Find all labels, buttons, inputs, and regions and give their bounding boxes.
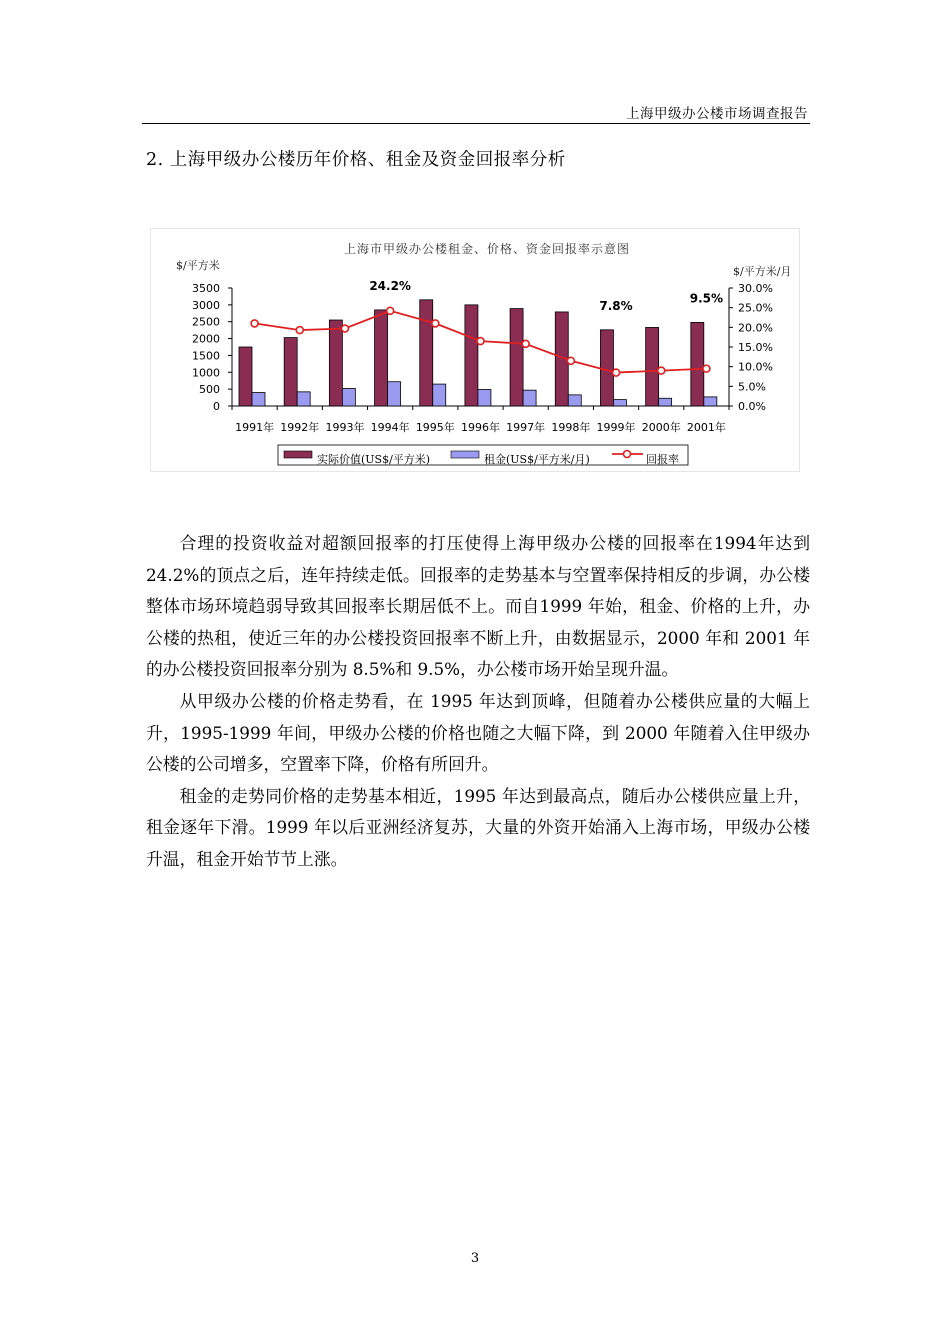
return-rate-point (658, 367, 665, 374)
x-category-label: 1995年 (415, 421, 455, 434)
paragraph-2: 从甲级办公楼的价格走势看，在 1995 年达到顶峰，但随着办公楼供应量的大幅上升，1995-1999 年间，甲级办公楼的价格也随之大幅下降，到 2000 年随着入住甲级办公楼的公司增多，空置率下降，价格有所回升。 (146, 690, 810, 775)
rent-bar (388, 382, 401, 406)
return-rate-point (567, 357, 574, 364)
page-number: 3 (470, 1251, 480, 1266)
return-rate-point (522, 340, 529, 347)
price-bar (239, 347, 252, 406)
legend-swatch-rent (451, 451, 479, 458)
left-axis-unit: $/平方米 (176, 259, 220, 272)
return-rate-point (387, 307, 394, 314)
x-category-label: 2001年 (686, 421, 726, 434)
data-annotation-label: 7.8% (599, 298, 633, 313)
left-tick-label: 500 (199, 383, 220, 397)
x-category-label: 1992年 (280, 421, 320, 434)
x-category-label: 1997年 (506, 421, 546, 434)
rent-bar (613, 400, 626, 406)
chart-container (150, 228, 800, 472)
legend-label-return: 回报率 (646, 453, 679, 466)
rent-bar (704, 397, 717, 406)
paragraph-3: 租金的走势同价格的走势基本相近，1995 年达到最高点，随后办公楼供应量上升，租金逐年下滑。1999 年以后亚洲经济复苏，大量的外资开始涌入上海市场，甲级办公楼升温，租金开始节节上涨。 (146, 785, 810, 869)
header-divider (142, 123, 810, 124)
x-category-label: 1996年 (461, 421, 500, 434)
right-tick-label: 25.0% (738, 301, 773, 315)
rent-bar (433, 384, 446, 406)
right-tick-label: 0.0% (738, 400, 766, 413)
right-axis-unit: $/平方米/月 (733, 265, 792, 278)
left-tick-label: 1000 (192, 366, 220, 380)
rent-bar (478, 389, 491, 406)
return-rate-point (703, 365, 710, 372)
running-header: 上海甲级办公楼市场调查报告 (626, 106, 808, 122)
legend-swatch-return-point (624, 451, 631, 458)
rent-bar (252, 393, 265, 406)
chart-svg (151, 229, 799, 471)
left-tick-label: 3500 (192, 282, 220, 295)
right-tick-label: 10.0% (738, 360, 773, 374)
right-tick-label: 15.0% (738, 341, 773, 354)
legend-label-rent: 租金(US$/平方米/月) (484, 453, 590, 466)
right-tick-label: 30.0% (738, 282, 773, 295)
price-bar (329, 320, 342, 406)
right-tick-label: 5.0% (738, 380, 766, 394)
return-rate-point (341, 325, 348, 332)
x-category-label: 1999年 (596, 421, 636, 434)
rent-bar (568, 395, 581, 406)
price-bar (465, 305, 478, 406)
return-rate-point (613, 369, 620, 376)
left-tick-label: 3000 (192, 298, 220, 312)
rent-bar (297, 392, 310, 406)
x-category-label: 1993年 (325, 421, 365, 434)
price-bar (510, 309, 523, 406)
left-tick-label: 0 (213, 400, 220, 413)
legend-swatch-price (284, 451, 312, 458)
left-tick-label: 1500 (192, 349, 220, 363)
rent-bar (523, 390, 536, 406)
return-rate-point (251, 320, 258, 327)
price-bar (600, 330, 613, 406)
data-annotation-label: 9.5% (689, 291, 724, 306)
rent-bar (342, 388, 355, 406)
body-text (146, 528, 810, 876)
x-category-label: 1991年 (235, 421, 275, 434)
data-annotation-label: 24.2% (369, 278, 411, 293)
return-rate-point (296, 327, 303, 334)
return-rate-point (432, 320, 439, 327)
x-category-label: 2000年 (641, 421, 681, 434)
chart-title: 上海市甲级办公楼租金、价格、资金回报率示意图 (343, 242, 631, 256)
price-bar (646, 327, 659, 406)
x-category-label: 1998年 (551, 421, 591, 434)
return-rate-point (477, 338, 484, 345)
left-tick-label: 2000 (192, 332, 220, 346)
price-bar (420, 300, 433, 406)
left-tick-label: 2500 (192, 315, 220, 329)
right-tick-label: 20.0% (738, 321, 773, 335)
price-bar (375, 310, 388, 406)
rent-bar (659, 398, 672, 406)
legend-label-price: 实际价值(US$/平方米) (317, 453, 431, 466)
price-bar (691, 322, 704, 406)
section-title: 2. 上海甲级办公楼历年价格、租金及资金回报率分析 (146, 150, 566, 170)
paragraph-1: 合理的投资收益对超额回报率的打压使得上海甲级办公楼的回报率在1994年达到 24.2%的顶点之后，连年持续走低。回报率的走势基本与空置率保持相反的步调，办公楼整体市场环境趋弱导致其回报率长期居低不上。而自1999 年始，租金、价格的上升，办公楼的热租，使近三年的办公楼投资回报率不断上升，由数据显示，2000 年和 2001 年的办公楼投资回报率分别为 8.5%和 9.5%，办公楼市场开始呈现升温。 (146, 533, 810, 680)
x-category-label: 1994年 (370, 421, 410, 434)
price-bar (284, 338, 297, 406)
